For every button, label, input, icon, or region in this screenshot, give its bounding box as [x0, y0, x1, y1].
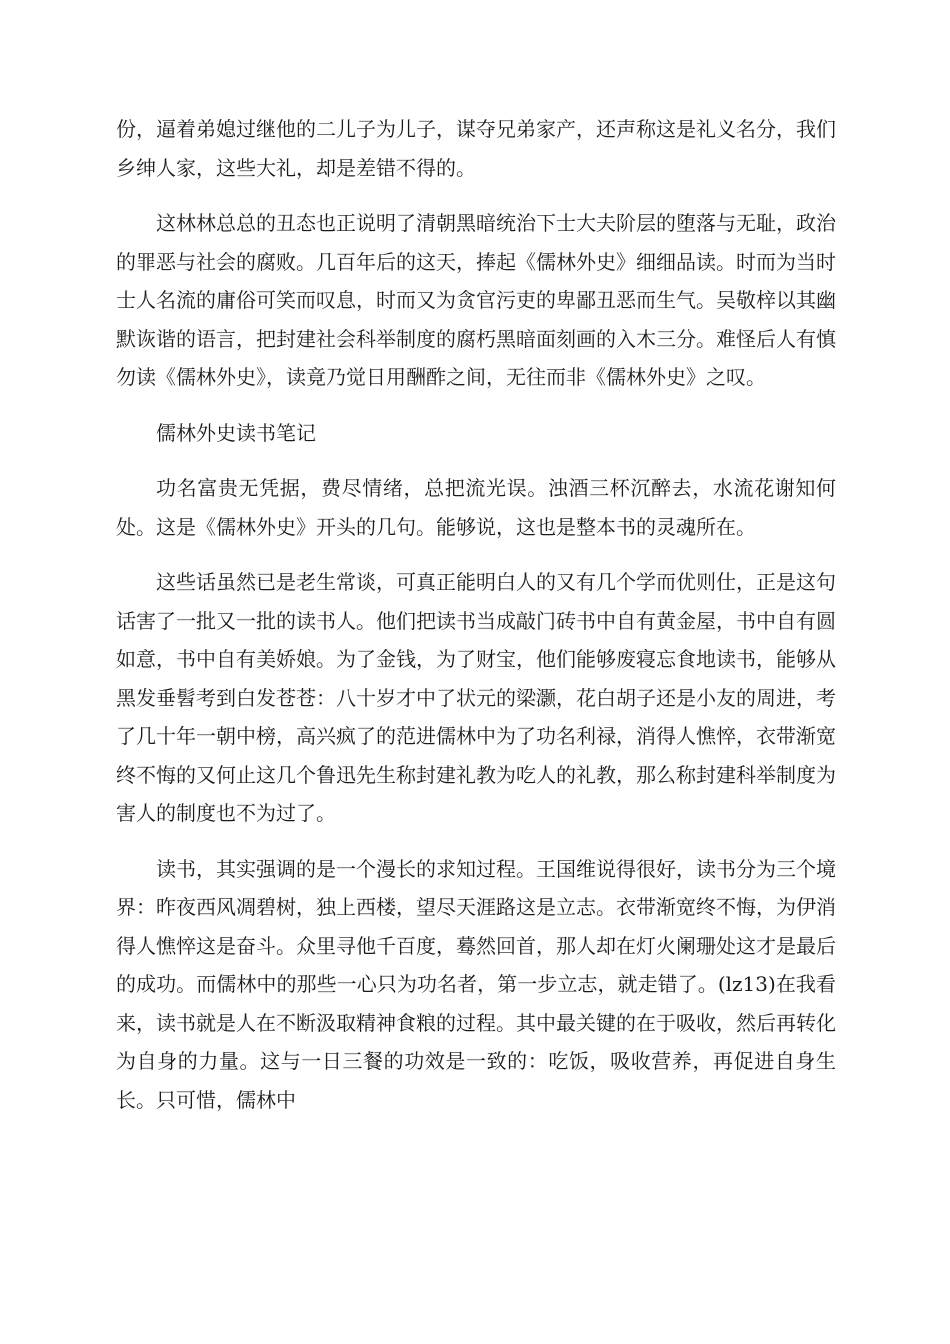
- section-heading: 儒林外史读书笔记: [156, 420, 316, 445]
- paragraph-opening-verse: 功名富贵无凭据，费尽情绪，总把流光误。浊酒三杯沉醉去，水流花谢知何处。这是《儒林外史》开头的几句。能够说，这也是整本书的灵魂所在。: [116, 476, 836, 539]
- paragraph-continued: 份，逼着弟媳过继他的二儿子为儿子，谋夺兄弟家产，还声称这是礼义名分，我们乡绅人家，这些大礼，却是差错不得的。: [116, 117, 836, 180]
- paragraph-reading-process: 读书，其实强调的是一个漫长的求知过程。王国维说得很好，读书分为三个境界：昨夜西风凋碧树，独上西楼，望尽天涯路这是立志。衣带渐宽终不悔，为伊消得人憔悴这是奋斗。众里寻他千百度，蓦然回首，那人却在灯火阑珊处这才是最后的成功。而儒林中的那些一心只为功名者，第一步立志，就走错了。(lz13)在我看来，读书就是人在不断汲取精神食粮的过程。其中最关键的在于吸收，然后再转化为自身的力量。这与一日三餐的功效是一致的：吃饭，吸收营养，再促进自身生长。只可惜，儒林中: [116, 856, 836, 1112]
- paragraph-qing-critique: 这林林总总的丑态也正说明了清朝黑暗统治下士大夫阶层的堕落与无耻，政治的罪恶与社会的腐败。几百年后的这天，捧起《儒林外史》细细品读。时而为当时士人名流的庸俗可笑而叹息，时而又为贪官污吏的卑鄙丑恶而生气。吴敬梓以其幽默诙谐的语言，把封建社会科举制度的腐朽黑暗面刻画的入木三分。难怪后人有慎勿读《儒林外史》，读竟乃觉日用酬酢之间，无往而非《儒林外史》之叹。: [116, 211, 836, 389]
- paragraph-scholars: 这些话虽然已是老生常谈，可真正能明白人的又有几个学而优则仕，正是这句话害了一批又一批的读书人。他们把读书当成敲门砖书中自有黄金屋，书中自有圆如意，书中自有美娇娘。为了金钱，为了财宝，他们能够废寝忘食地读书，能够从黑发垂髫考到白发苍苍：八十岁才中了状元的梁灏，花白胡子还是小友的周进，考了几十年一朝中榜，高兴疯了的范进儒林中为了功名利禄，消得人憔悴，衣带渐宽终不悔的又何止这几个鲁迅先生称封建礼教为吃人的礼教，那么称封建科举制度为害人的制度也不为过了。: [116, 570, 836, 825]
- document-body: [116, 110, 836, 1136]
